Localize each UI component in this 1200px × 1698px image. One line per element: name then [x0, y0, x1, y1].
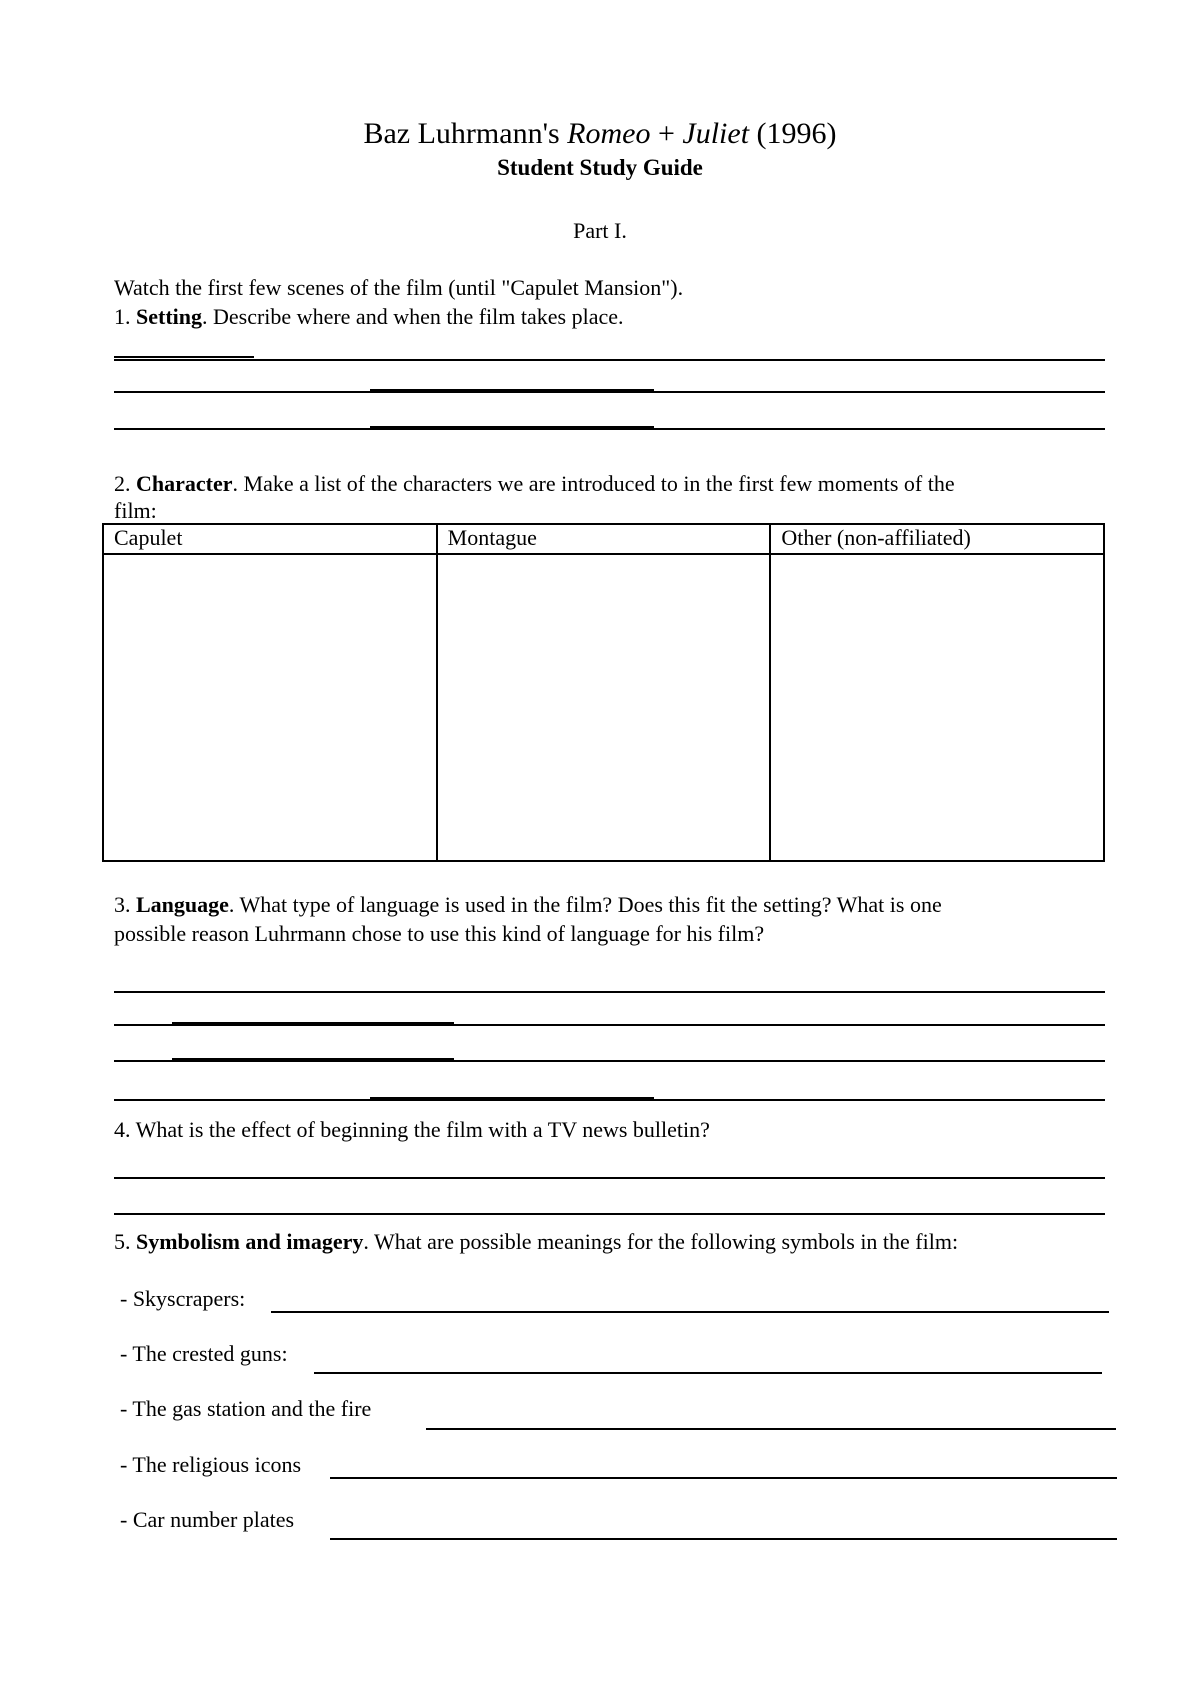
- answer-line-overlay: [172, 1022, 454, 1024]
- title-romeo: Romeo: [567, 117, 651, 150]
- intro-instruction: Watch the first few scenes of the film (until "Capulet Mansion").: [114, 275, 684, 300]
- question-label: Language: [136, 892, 229, 917]
- title-plus: +: [650, 117, 683, 150]
- symbol-item-crested-guns: - The crested guns:: [120, 1341, 288, 1366]
- answer-line[interactable]: [114, 1060, 1105, 1062]
- answer-line[interactable]: [330, 1538, 1117, 1540]
- part-heading: Part I.: [573, 218, 627, 243]
- question-character-cont: film:: [114, 498, 157, 523]
- title-juliet: Juliet: [682, 117, 750, 150]
- answer-line[interactable]: [114, 1099, 1105, 1101]
- question-character: [114, 471, 955, 497]
- question-label: Symbolism and imagery: [136, 1229, 364, 1254]
- answer-line[interactable]: [114, 428, 1105, 430]
- column-header-other: Other (non-affiliated): [770, 524, 1104, 554]
- title-prefix: Baz Luhrmann's: [363, 117, 568, 150]
- question-label: Character: [136, 471, 233, 496]
- answer-line[interactable]: [114, 1024, 1105, 1026]
- column-header-montague: Montague: [437, 524, 771, 554]
- question-setting: [114, 304, 624, 330]
- answer-line[interactable]: [314, 1372, 1102, 1374]
- montague-answer-cell[interactable]: [437, 554, 771, 861]
- question-text: . What are possible meanings for the following symbols in the film:: [363, 1229, 959, 1254]
- symbol-item-number-plates: - Car number plates: [120, 1507, 295, 1532]
- question-number: 5.: [114, 1229, 136, 1254]
- title-year: (1996): [749, 117, 837, 150]
- question-text: . Make a list of the characters we are introduced to in the first few moments of the: [232, 471, 955, 496]
- page-title: [0, 117, 1200, 151]
- answer-line-overlay: [172, 1058, 454, 1060]
- answer-line[interactable]: [114, 391, 1105, 393]
- other-answer-cell[interactable]: [770, 554, 1104, 861]
- page-subtitle: Student Study Guide: [497, 155, 703, 180]
- answer-line[interactable]: [114, 359, 1105, 361]
- column-header-capulet: Capulet: [103, 524, 437, 554]
- symbol-item-skyscrapers: - Skyscrapers:: [120, 1286, 246, 1311]
- question-language-cont: possible reason Luhrmann chose to use this kind of language for his film?: [114, 921, 765, 946]
- answer-line-overlay: [370, 389, 654, 391]
- question-number: 3.: [114, 892, 136, 917]
- answer-line-overlay: [370, 1097, 654, 1099]
- question-language: [114, 892, 942, 918]
- symbol-item-gas-station: - The gas station and the fire: [120, 1396, 372, 1421]
- question-label: Setting: [136, 304, 202, 329]
- capulet-answer-cell[interactable]: [103, 554, 437, 861]
- question-text: . Describe where and when the film takes place.: [202, 304, 624, 329]
- answer-line-overlay: [114, 356, 254, 358]
- question-tv-bulletin: 4. What is the effect of beginning the film with a TV news bulletin?: [114, 1117, 710, 1142]
- symbol-item-religious-icons: - The religious icons: [120, 1452, 302, 1477]
- character-table: [102, 523, 1105, 862]
- answer-line-overlay: [370, 426, 654, 428]
- question-symbolism: [114, 1229, 958, 1255]
- question-number: 1.: [114, 304, 136, 329]
- answer-line[interactable]: [330, 1477, 1117, 1479]
- answer-line[interactable]: [114, 1177, 1105, 1179]
- answer-line[interactable]: [114, 1213, 1105, 1215]
- answer-line[interactable]: [426, 1428, 1116, 1430]
- answer-line[interactable]: [271, 1311, 1109, 1313]
- answer-line[interactable]: [114, 991, 1105, 993]
- question-text: . What type of language is used in the film? Does this fit the setting? What is one: [228, 892, 942, 917]
- question-number: 2.: [114, 471, 136, 496]
